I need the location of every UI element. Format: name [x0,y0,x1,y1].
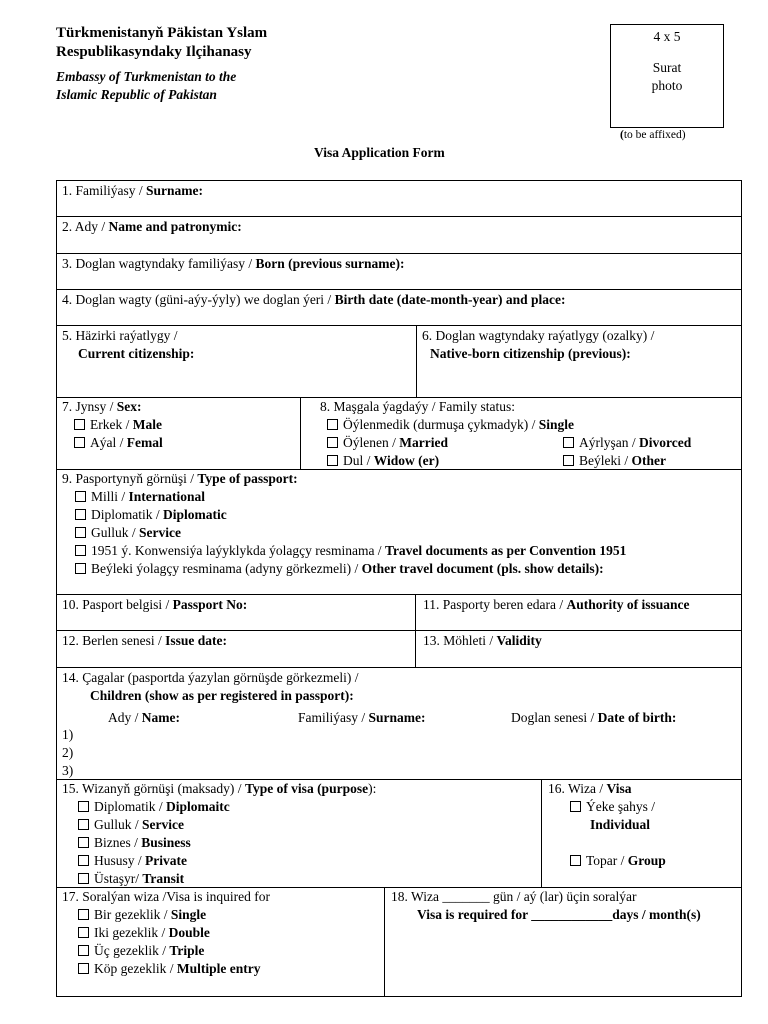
row-divider [56,216,742,217]
passport-other-tk: Beýleki ýolagçy resminama (adyny görkezmeli) / [91,561,362,576]
checkbox[interactable] [327,419,338,430]
passport-diplomatic-tk: Diplomatik / [91,507,163,522]
children-col-name [108,709,180,727]
visa-purpose-private[interactable] [62,852,376,870]
visa-kind-group[interactable] [570,852,666,870]
field-issuing-authority[interactable] [423,596,689,614]
sex-male-tk: Erkek / [90,417,133,432]
field-name-en: Name and patronymic: [108,219,242,234]
visa-diplomatic-tk: Diplomatik / [94,799,166,814]
field-passport-number-en: Passport No: [172,597,248,612]
passport-international-tk: Milli / [91,489,129,504]
visa-kind-individual[interactable] [548,798,655,816]
field-entries [62,888,270,978]
field-passport-type-en: Type of passport: [197,471,298,486]
checkbox[interactable] [570,855,581,866]
photo-size: 4 x 5 [653,29,681,44]
passport-convention-en: Travel documents as per Convention 1951 [384,543,627,558]
entries-double-en: Double [168,925,210,940]
checkbox[interactable] [78,927,89,938]
checkbox[interactable] [75,509,86,520]
field-previous-surname-en: Born (previous surname): [255,256,405,271]
child-row[interactable]: 3) [62,763,74,778]
entries-multiple-en: Multiple entry [176,961,261,976]
family-single-tk: Öýlenmedik (durmuşa çykmadyk) / [343,417,539,432]
field-visa-duration-en-a: Visa is required for [417,907,532,922]
entries-triple-tk: Üç gezeklik / [94,943,170,958]
checkbox[interactable] [78,819,89,830]
family-divorced-en: Divorced [639,435,692,450]
entries-triple-en: Triple [169,943,205,958]
field-birth-date-place[interactable] [62,291,566,309]
family-single-en: Single [538,417,574,432]
visa-transit-en: Transit [142,871,185,886]
field-visa-kind [548,780,655,834]
checkbox[interactable] [78,801,89,812]
field-name[interactable] [62,218,242,236]
checkbox[interactable] [75,527,86,538]
field-visa-duration[interactable] [391,888,701,924]
visa-group-en: Group [627,853,666,868]
field-issue-date-tk: 12. Berlen senesi / [62,633,166,648]
sex-female-tk: Aýal / [90,435,127,450]
passport-option-diplomatic[interactable] [62,506,626,524]
passport-service-en: Service [139,525,181,540]
entries-option-double[interactable] [62,924,270,942]
visa-group-tk: Topar / [586,853,628,868]
field-issue-date[interactable] [62,632,227,650]
field-validity-en: Validity [496,633,542,648]
photo-note-paren: ( [620,129,624,141]
family-married-tk: Öýlenen / [343,435,400,450]
passport-convention-tk: 1951 ý. Konwensiýa laýyklykda ýolagçy resminama / [91,543,385,558]
table-border-right [741,180,742,997]
field-passport-number-tk: 10. Pasport belgisi / [62,597,173,612]
field-children [62,669,359,705]
visa-purpose-transit[interactable] [62,870,376,888]
photo-note-text: to be affixed) [623,129,686,141]
photo-label-tk: Surat [652,60,682,75]
row-divider [56,630,742,631]
field-birth-tk: 4. Doglan wagty (güni-aýy-ýyly) we doglan ýeri / [62,292,335,307]
family-widow-tk: Dul / [343,453,374,468]
children-rows [62,726,73,780]
family-married-en: Married [399,435,448,450]
entries-option-triple[interactable] [62,942,270,960]
field-surname[interactable] [62,182,203,200]
entries-option-single[interactable] [62,906,270,924]
field-surname-tk: 1. Familiýasy / [62,183,146,198]
checkbox[interactable] [563,455,574,466]
field-sex [62,398,163,452]
field-entries-label: 17. Soralýan wiza /Visa is inquired for [62,889,271,904]
field-sex-tk: 7. Jynsy / [62,399,117,414]
family-option-single[interactable] [320,416,574,434]
embassy-name-english [56,68,236,104]
form-title: Visa Application Form [314,145,445,160]
field-previous-surname-tk: 3. Doglan wagtyndaky familiýasy / [62,256,256,271]
child-row[interactable]: 2) [62,745,74,760]
field-visa-duration-en-c: days / month(s) [612,907,701,922]
field-visa-kind-en: Visa [606,781,632,796]
field-surname-en: Surname: [146,183,203,198]
row-divider [56,289,742,290]
embassy-en-line2: Islamic Republic of Pakistan [56,87,217,102]
field-name-tk: 2. Ady / [62,219,109,234]
field-issuing-authority-en: Authority of issuance [566,597,690,612]
checkbox[interactable] [327,455,338,466]
table-border-bottom [56,996,742,997]
passport-diplomatic-en: Diplomatic [163,507,227,522]
checkbox[interactable] [327,437,338,448]
checkbox[interactable] [78,963,89,974]
checkbox[interactable] [75,545,86,556]
col-divider [416,325,417,397]
child-row[interactable]: 1) [62,727,74,742]
checkbox[interactable] [75,563,86,574]
checkbox[interactable] [78,909,89,920]
field-birth-en: Birth date (date-month-year) and place: [334,292,566,307]
checkbox[interactable] [78,837,89,848]
passport-option-other[interactable] [62,560,626,578]
checkbox[interactable] [75,491,86,502]
sex-option-male[interactable] [62,416,163,434]
field-visa-duration-tk: 18. Wiza _______ gün / aý (lar) üçin soralýar [391,889,637,904]
family-option-other[interactable] [563,452,666,470]
visa-business-tk: Biznes / [94,835,142,850]
children-col-name-en: Name: [141,710,180,725]
table-border-left [56,180,57,997]
embassy-en-line1: Embassy of Turkmenistan to the [56,69,237,84]
field-current-citizenship-en: Current citizenship: [78,346,195,361]
field-children-tk: 14. Çagalar (pasportda ýazylan görnüşde görkezmeli) / [62,670,359,685]
field-visa-type-en: Type of visa (purpose [244,781,369,796]
table-border-top [56,180,742,181]
col-divider [384,887,385,996]
passport-international-en: International [128,489,206,504]
passport-option-service[interactable] [62,524,626,542]
embassy-name-line2: Respublikasyndaky Ilçihanasy [56,44,252,60]
col-divider [300,397,301,469]
photo-note [620,129,686,141]
checkbox[interactable] [570,801,581,812]
field-family-status [320,398,574,470]
visa-purpose-diplomatic[interactable] [62,798,376,816]
embassy-name-line1: Türkmenistanyň Päkistan Yslam [56,25,268,41]
visa-private-en: Private [145,853,187,868]
field-sex-en: Sex: [116,399,142,414]
field-children-en: Children (show as per registered in passport): [90,688,354,703]
visa-individual-en: Individual [590,817,651,832]
visa-service-tk: Gulluk / [94,817,143,832]
sex-option-female[interactable] [62,434,163,452]
field-visa-type-tk: 15. Wizanyň görnüşi (maksady) / [62,781,245,796]
field-passport-type-tk: 9. Pasportynyň görnüşi / [62,471,198,486]
children-col-name-tk: Ady / [108,710,142,725]
row-divider [56,253,742,254]
entries-single-tk: Bir gezeklik / [94,907,171,922]
row-divider [56,594,742,595]
photo-label-en: photo [651,78,683,93]
field-issuing-authority-tk: 11. Pasporty beren edara / [423,597,567,612]
col-divider [415,594,416,667]
field-visa-type [62,780,376,888]
passport-option-convention-1951[interactable] [62,542,626,560]
family-divorced-tk: Aýrlyşan / [579,435,639,450]
col-divider [541,779,542,887]
family-other-tk: Beýleki / [579,453,632,468]
entries-single-en: Single [170,907,207,922]
passport-other-en: Other travel document (pls. show details): [361,561,604,576]
field-validity-tk: 13. Möhleti / [423,633,497,648]
field-issue-date-en: Issue date: [165,633,227,648]
field-current-citizenship-tk: 5. Häzirki raýatlygy / [62,328,178,343]
entries-double-tk: Iki gezeklik / [94,925,169,940]
visa-service-en: Service [142,817,184,832]
field-previous-surname[interactable] [62,255,404,273]
field-family-status-label: 8. Maşgala ýagdaýy / Family status: [320,399,515,414]
checkbox[interactable] [78,945,89,956]
entries-option-multiple[interactable] [62,960,270,978]
children-col-surname [298,709,426,727]
family-widow-en: Widow (er) [373,453,440,468]
field-passport-type [62,470,626,578]
field-visa-type-tail: ): [368,781,377,796]
checkbox[interactable] [74,419,85,430]
visa-business-en: Business [141,835,191,850]
visa-transit-tk: Üstaşyr/ [94,871,143,886]
passport-service-tk: Gulluk / [91,525,140,540]
field-passport-number[interactable] [62,596,247,614]
embassy-name-turkmen [56,24,267,62]
checkbox[interactable] [563,437,574,448]
sex-female-en: Femal [126,435,163,450]
checkbox[interactable] [74,437,85,448]
children-col-dob-en: Date of birth: [597,710,677,725]
children-col-dob-tk: Doglan senesi / [511,710,598,725]
family-option-married[interactable] [320,434,574,452]
field-native-citizenship-tk: 6. Doglan wagtyndaky raýatlygy (ozalky) / [422,328,655,343]
field-current-citizenship[interactable] [62,327,194,363]
visa-private-tk: Hususy / [94,853,146,868]
visa-purpose-service[interactable] [62,816,376,834]
checkbox[interactable] [78,873,89,884]
field-visa-kind-tk: 16. Wiza / [548,781,607,796]
family-other-en: Other [631,453,666,468]
field-validity[interactable] [423,632,542,650]
children-col-dob [511,709,676,727]
children-col-surname-en: Surname: [368,710,426,725]
field-visa-duration-blank[interactable]: ____________ [531,907,613,922]
visa-individual-tk: Ýeke şahys / [586,799,655,814]
entries-multiple-tk: Köp gezeklik / [94,961,177,976]
field-native-citizenship[interactable] [422,327,654,363]
family-option-divorced[interactable] [563,434,691,452]
row-divider [56,667,742,668]
checkbox[interactable] [78,855,89,866]
sex-male-en: Male [132,417,162,432]
photo-placeholder [610,24,724,128]
children-col-surname-tk: Familiýasy / [298,710,369,725]
row-divider [56,325,742,326]
visa-diplomatic-en: Diplomaitc [166,799,230,814]
visa-purpose-business[interactable] [62,834,376,852]
passport-option-international[interactable] [62,488,626,506]
family-option-widow[interactable] [320,452,574,470]
field-native-citizenship-en: Native-born citizenship (previous): [430,346,631,361]
